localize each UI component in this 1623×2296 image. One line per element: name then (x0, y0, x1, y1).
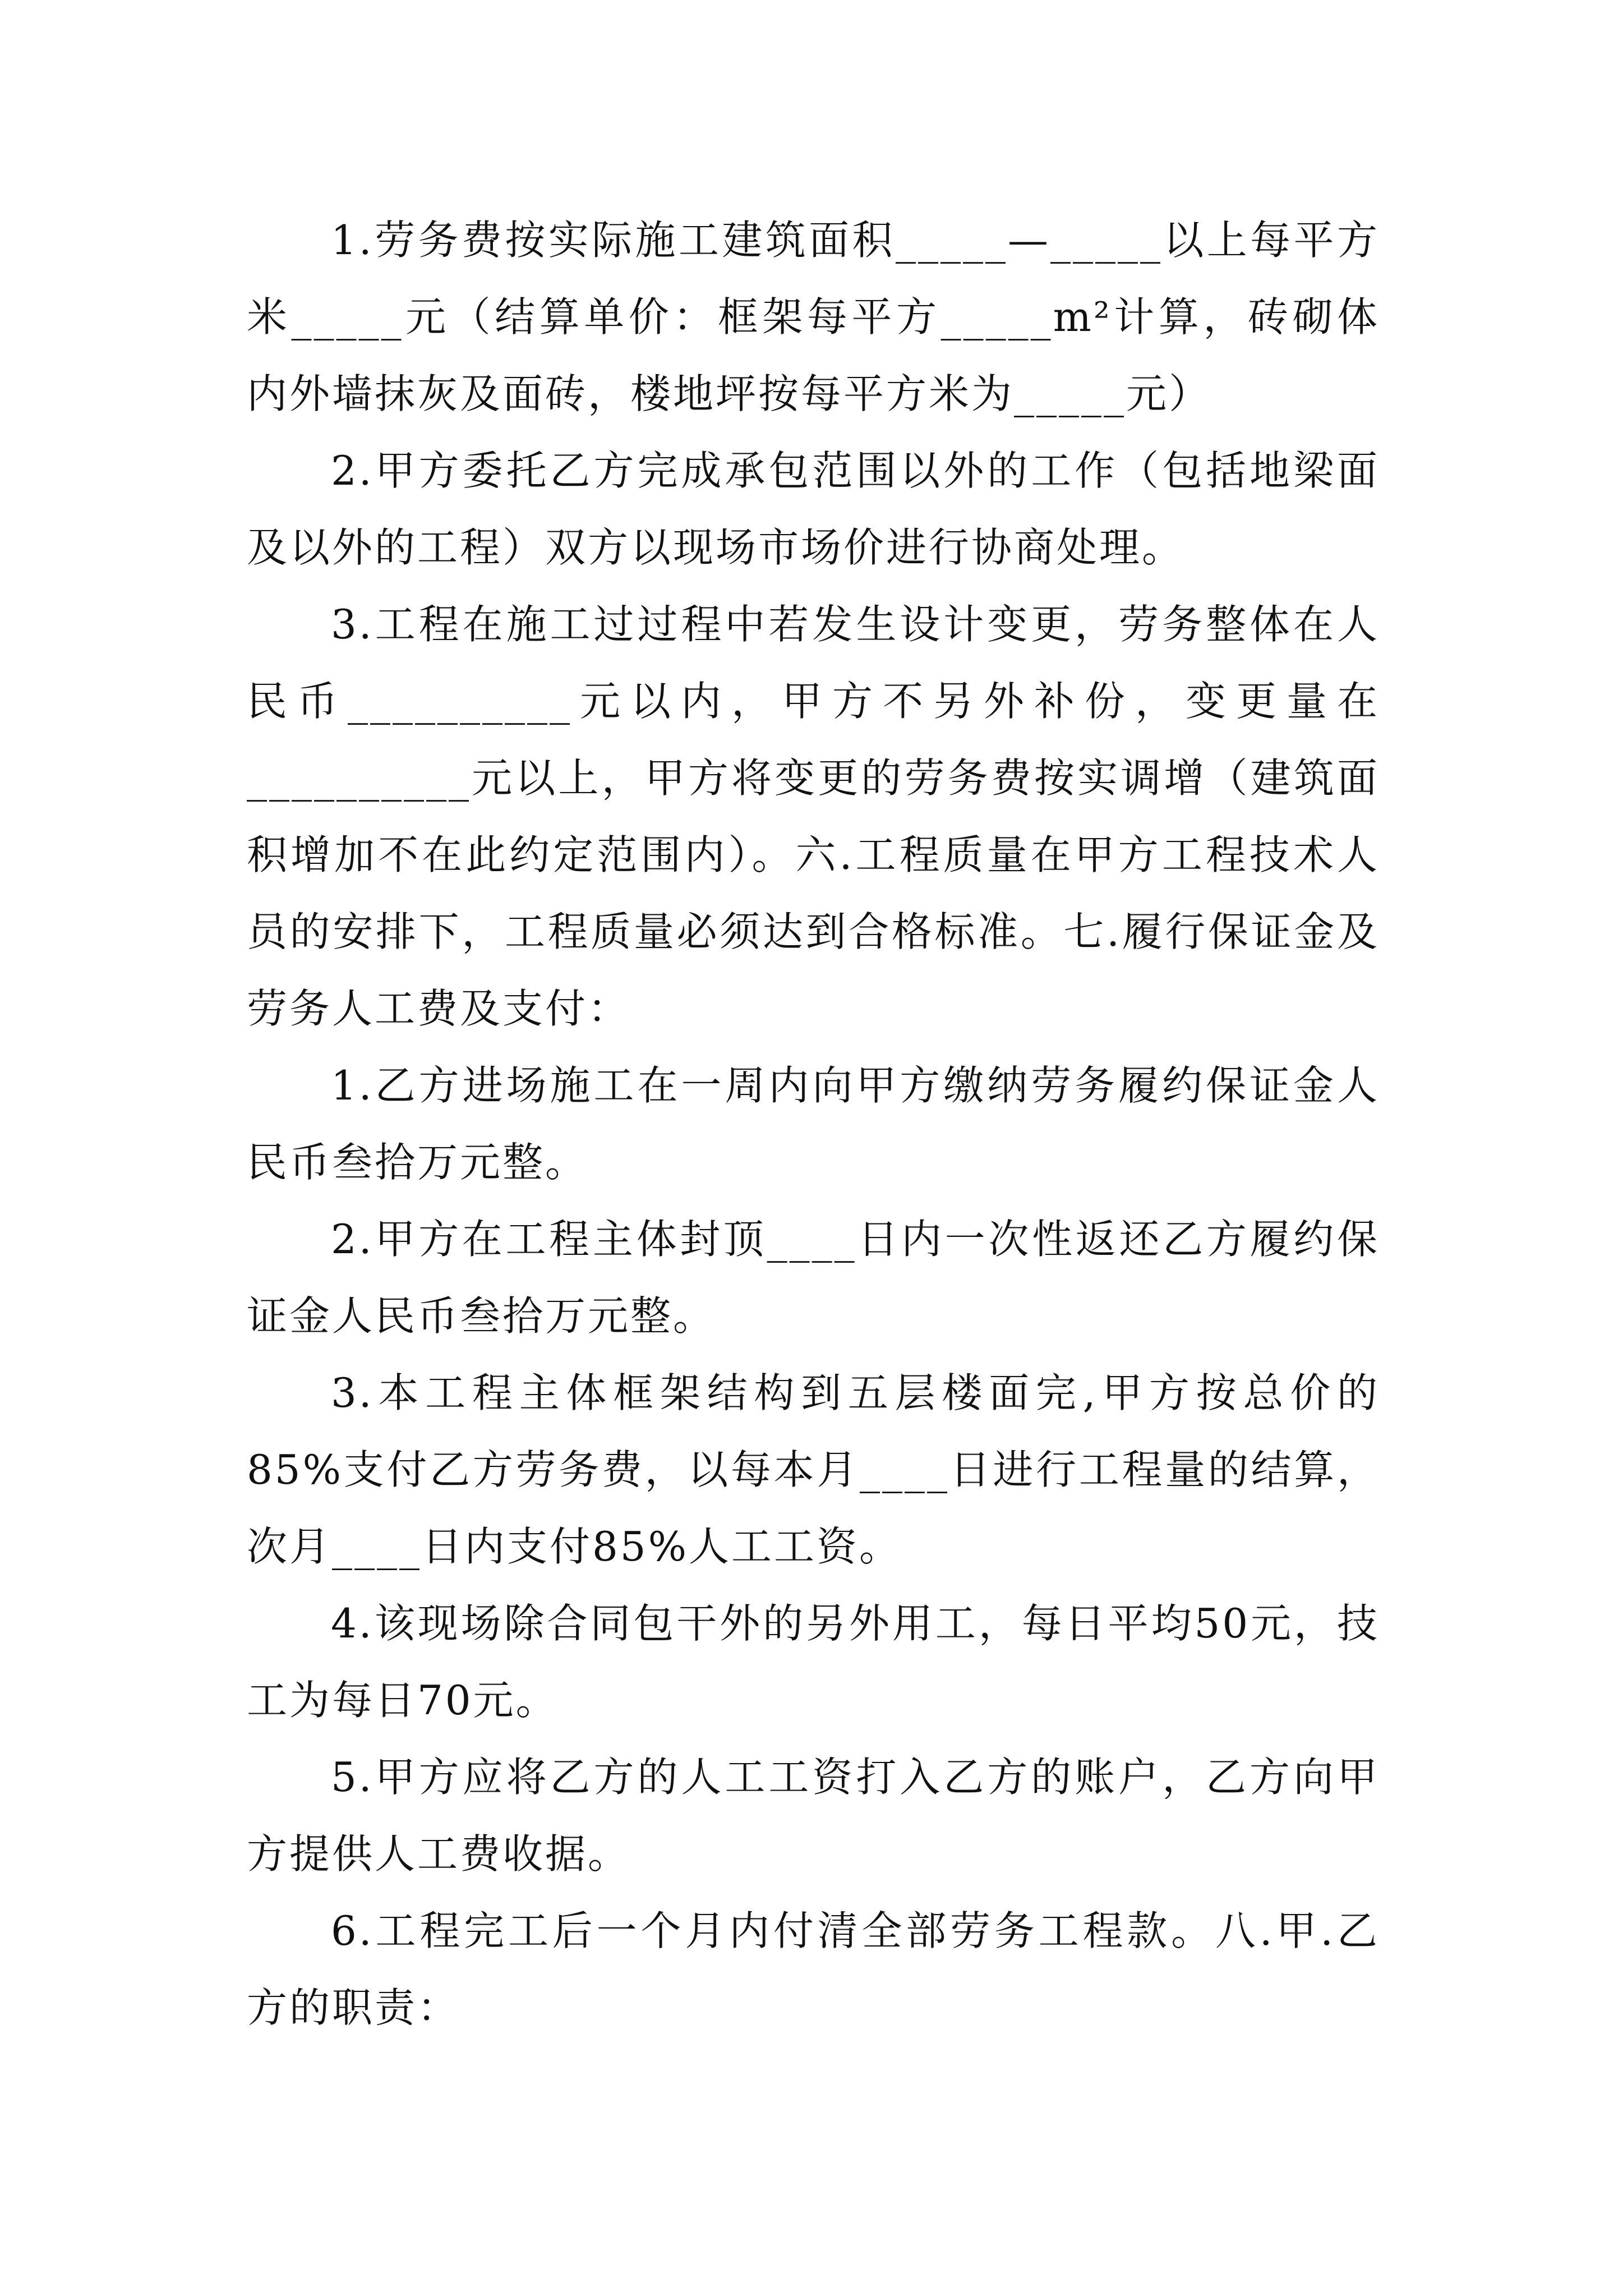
paragraph-design-change: 3.工程在施工过过程中若发生设计变更，劳务整体在人民币__________元以内，甲方不另外补份，变更量在__________元以上，甲方将变更的劳务费按实调增（建筑面积增加不在此约定范围内）。六.工程质量在甲方工程技术人员的安排下，工程质量必须达到合格标准。七.履行保证金及劳务人工费及支付： (247, 601, 1380, 1032)
paragraph-deposit-return: 2.甲方在工程主体封顶____日内一次性返还乙方履约保证金人民币叁拾万元整。 (247, 1216, 1380, 1340)
paragraph-deposit-payment: 1.乙方进场施工在一周内向甲方缴纳劳务履约保证金人民币叁拾万元整。 (247, 1062, 1380, 1186)
paragraph-extra-work: 2.甲方委托乙方完成承包范围以外的工作（包括地梁面及以外的工程）双方以现场市场价进行协商处理。 (247, 447, 1380, 571)
document-body (247, 202, 1380, 2046)
paragraph-progress-payment: 3.本工程主体框架结构到五层楼面完,甲方按总价的85%支付乙方劳务费，以每本月____日进行工程量的结算，次月____日内支付85%人工工资。 (247, 1369, 1380, 1570)
paragraph-wage-account: 5.甲方应将乙方的人工工资打入乙方的账户，乙方向甲方提供人工费收据。 (247, 1754, 1380, 1878)
paragraph-final-settlement: 6.工程完工后一个月内付清全部劳务工程款。八.甲.乙方的职责： (247, 1907, 1380, 2031)
paragraph-labor-fee: 1.劳务费按实际施工建筑面积_____—_____以上每平方米_____元（结算单价：框架每平方_____m²计算，砖砌体内外墙抹灰及面砖，楼地坪按每平方米为_____元） (247, 217, 1380, 417)
paragraph-daily-wage: 4.该现场除合同包干外的另外用工，每日平均50元，技工为每日70元。 (247, 1600, 1380, 1724)
